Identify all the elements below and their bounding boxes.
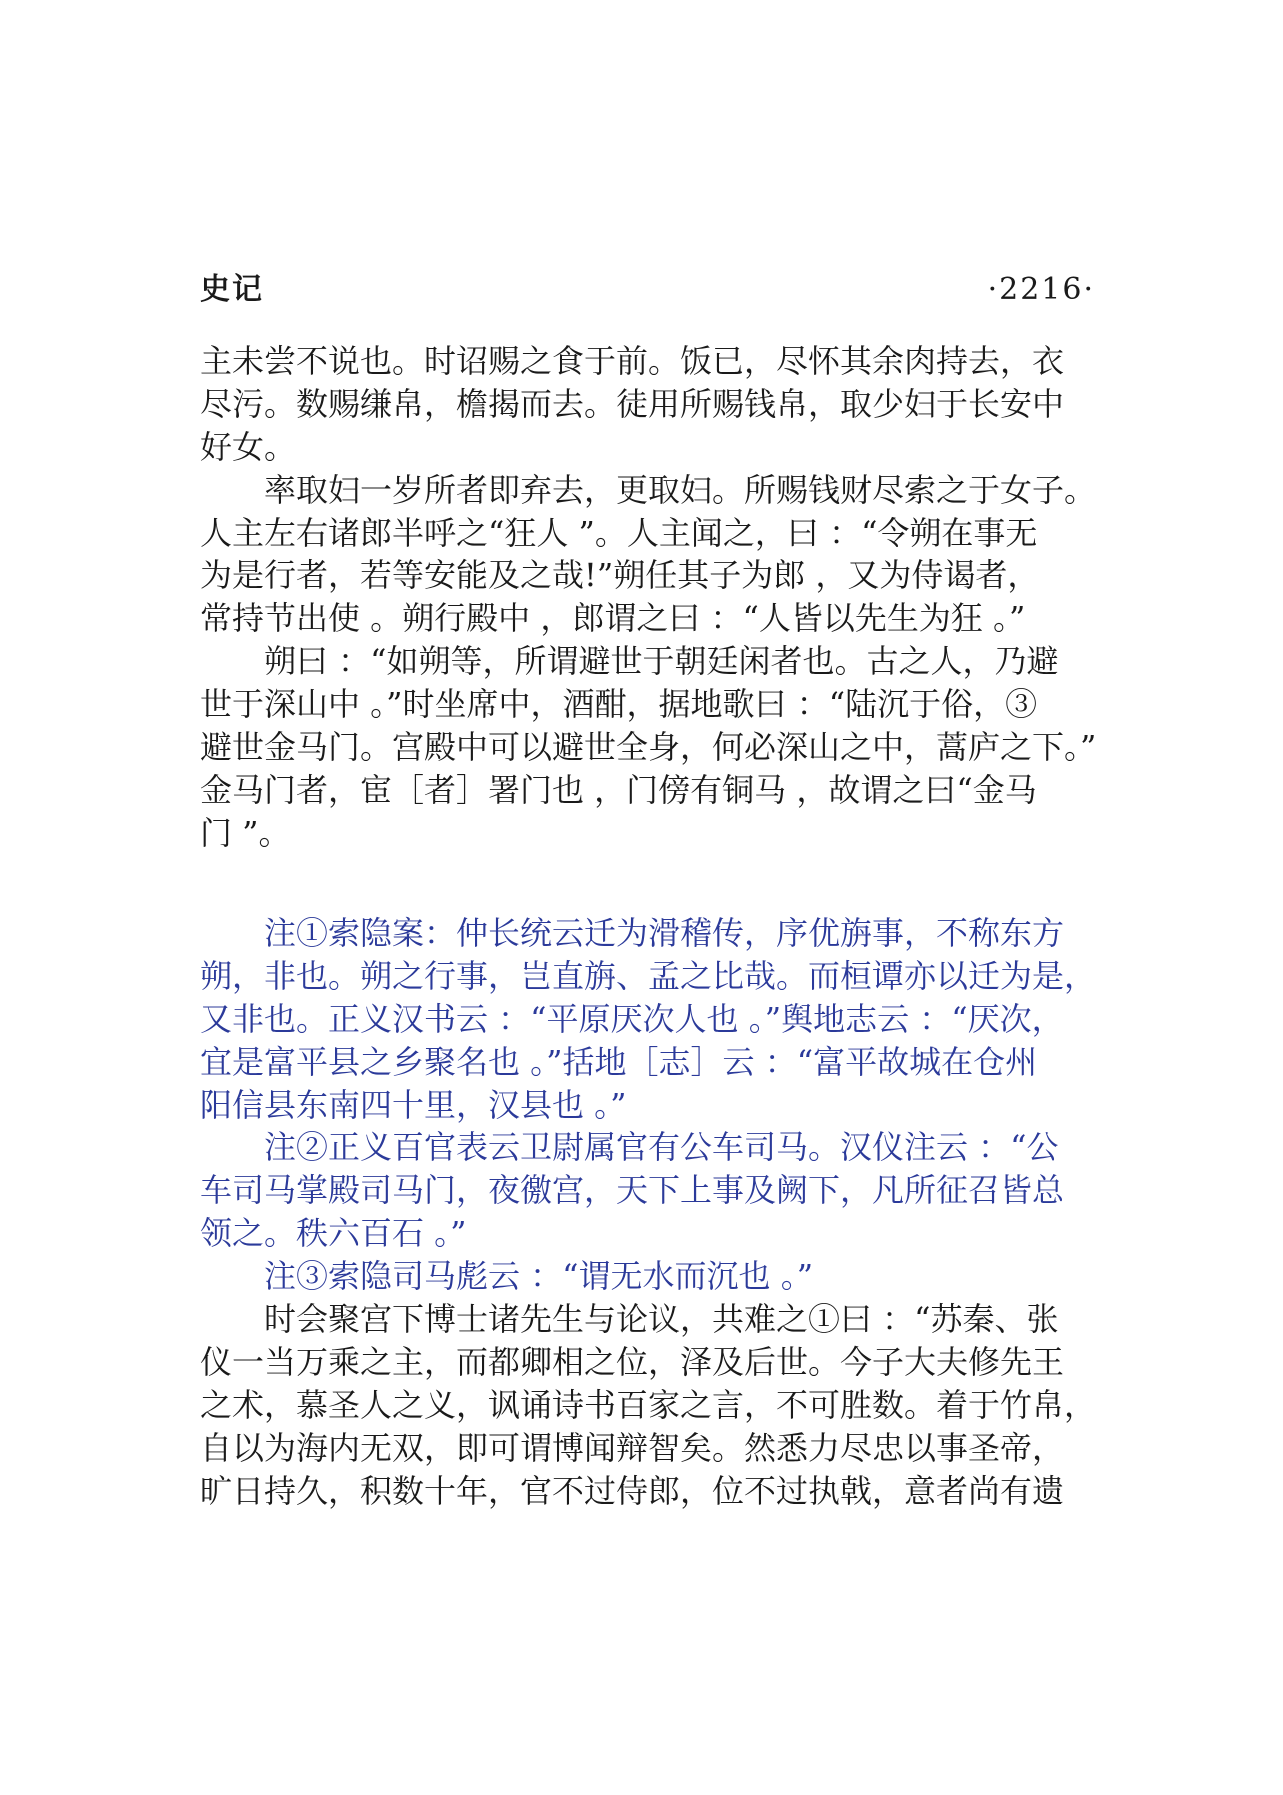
running-header <box>200 268 1095 312</box>
text-line: 常持节出使 。朔行殿中 ，郎谓之曰 ：“人皆以先生为狂 。” <box>200 599 1026 638</box>
text-line: 为是行者，若等安能及之哉!”朔任其子为郎 ，又为侍谒者， <box>200 556 1040 595</box>
page-number: ·2216· <box>987 272 1095 307</box>
paragraph-start-line: 时会聚宫下博士诸先生与论议，共难之①曰 ：“苏秦、张 <box>264 1300 1059 1338</box>
note-line: 车司马掌殿司马门，夜徼宫，天下上事及阙下，凡所征召皆总 <box>200 1171 1065 1210</box>
text-line: 好女。 <box>200 427 297 466</box>
text-line: 避世金马门。宫殿中可以避世全身，何必深山之中，蒿庐之下。” <box>200 728 1097 767</box>
paragraph-start-line: 率取妇一岁所者即弃去，更取妇。所赐钱财尽索之于女子。 <box>264 470 1097 509</box>
text-line: 尽污。数赐缣帛，檐揭而去。徒用所赐钱帛，取少妇于长安中 <box>200 384 1065 423</box>
text-line: 世于深山中 。”时坐席中，酒酣，据地歌曰 ：“陆沉于俗，③ <box>200 685 1038 724</box>
text-line: 仪一当万乘之主，而都卿相之位，泽及后世。今子大夫修先王 <box>200 1342 1065 1381</box>
text-line: 人主左右诸郎半呼之“狂人 ”。人主闻之，曰 ：“令朔在事无 <box>200 513 1038 552</box>
text-line: 旷日持久，积数十年，官不过侍郎，位不过执戟，意者尚有遗 <box>200 1471 1065 1510</box>
text-line: 之术，慕圣人之义，讽诵诗书百家之言，不可胜数。着于竹帛， <box>200 1385 1097 1424</box>
paragraph-start-line: 朔曰 ：“如朔等，所谓避世于朝廷闲者也。古之人，乃避 <box>264 642 1059 681</box>
note-3-start: 注③索隐司马彪云 ：“谓无水而沉也 。” <box>264 1257 814 1296</box>
note-2-start: 注②正义百官表云卫尉属官有公车司马。汉仪注云 ：“公 <box>264 1128 1059 1167</box>
book-title: 史记 <box>200 272 264 307</box>
note-1-start: 注①索隐案：仲长统云迁为滑稽传，序优旃事，不称东方 <box>264 914 1065 952</box>
text-line: 主未尝不说也。时诏赐之食于前。饭已，尽怀其余肉持去，衣 <box>200 342 1065 380</box>
note-line: 又非也。正义汉书云 ：“平原厌次人也 。”舆地志云 ：“厌次， <box>200 999 1064 1038</box>
note-line: 阳信县东南四十里，汉县也 。” <box>200 1085 627 1124</box>
text-line: 门 ”。 <box>200 813 291 852</box>
note-line: 领之。秩六百石 。” <box>200 1214 467 1253</box>
continuation-text <box>200 1298 1100 1512</box>
text-line: 金马门者，宦［者］署门也 ，门傍有铜马 ，故谓之曰“金马 <box>200 770 1037 809</box>
annotation-notes <box>200 912 1100 1298</box>
note-line: 朔，非也。朔之行事，岂直旃、孟之比哉。而桓谭亦以迁为是， <box>200 956 1097 995</box>
note-line: 宜是富平县之乡聚名也 。”括地［志］云 ：“富平故城在仓州 <box>200 1042 1038 1081</box>
main-text <box>200 340 1100 855</box>
text-line: 自以为海内无双，即可谓博闻辩智矣。然悉力尽忠以事圣帝， <box>200 1428 1065 1467</box>
